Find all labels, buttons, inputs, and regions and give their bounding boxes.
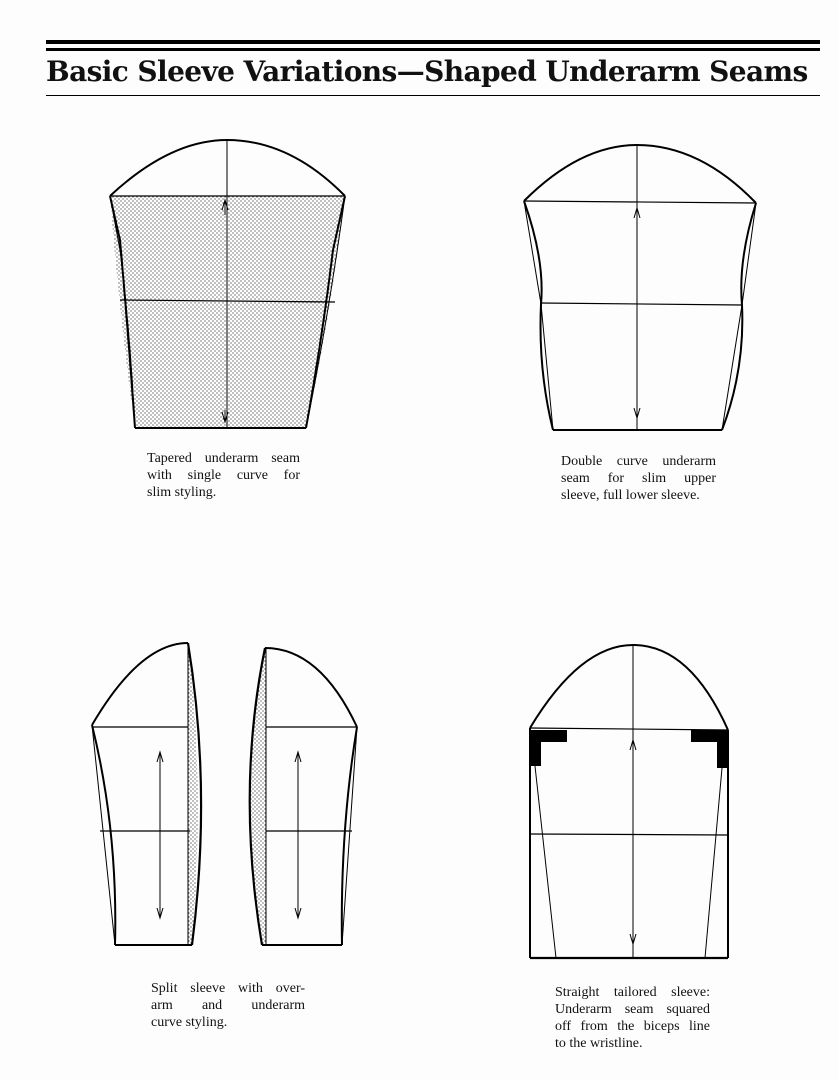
caption-line: arm and underarm xyxy=(151,998,305,1013)
caption-line: off from the biceps line xyxy=(555,1019,710,1034)
caption-line: Split sleeve with over- xyxy=(151,981,305,996)
split-sleeve-right-piece xyxy=(250,648,357,945)
caption-line: Double curve underarm xyxy=(561,454,716,469)
caption-line: slim styling. xyxy=(147,485,217,500)
split-sleeve-left-piece xyxy=(92,643,201,945)
tapered-sleeve-diagram xyxy=(110,140,345,428)
caption-line: sleeve, full lower sleeve. xyxy=(561,488,700,503)
straight-tailored-sleeve-diagram xyxy=(530,645,728,958)
caption-line: with single curve for xyxy=(147,468,300,483)
caption-line: to the wristline. xyxy=(555,1036,643,1051)
caption-tapered xyxy=(147,450,300,501)
caption-line: Straight tailored sleeve: xyxy=(555,985,710,1000)
caption-line: Underarm seam squared xyxy=(555,1002,710,1017)
caption-split xyxy=(151,980,305,1031)
page-title: Basic Sleeve Variations—Shaped Underarm Seams xyxy=(46,55,808,88)
caption-line: Tapered underarm seam xyxy=(147,451,300,466)
caption-straight-tailored xyxy=(555,984,710,1052)
double-curve-sleeve-diagram xyxy=(524,145,756,430)
caption-line: seam for slim upper xyxy=(561,471,716,486)
caption-double-curve xyxy=(561,453,716,504)
caption-line: curve styling. xyxy=(151,1015,228,1030)
